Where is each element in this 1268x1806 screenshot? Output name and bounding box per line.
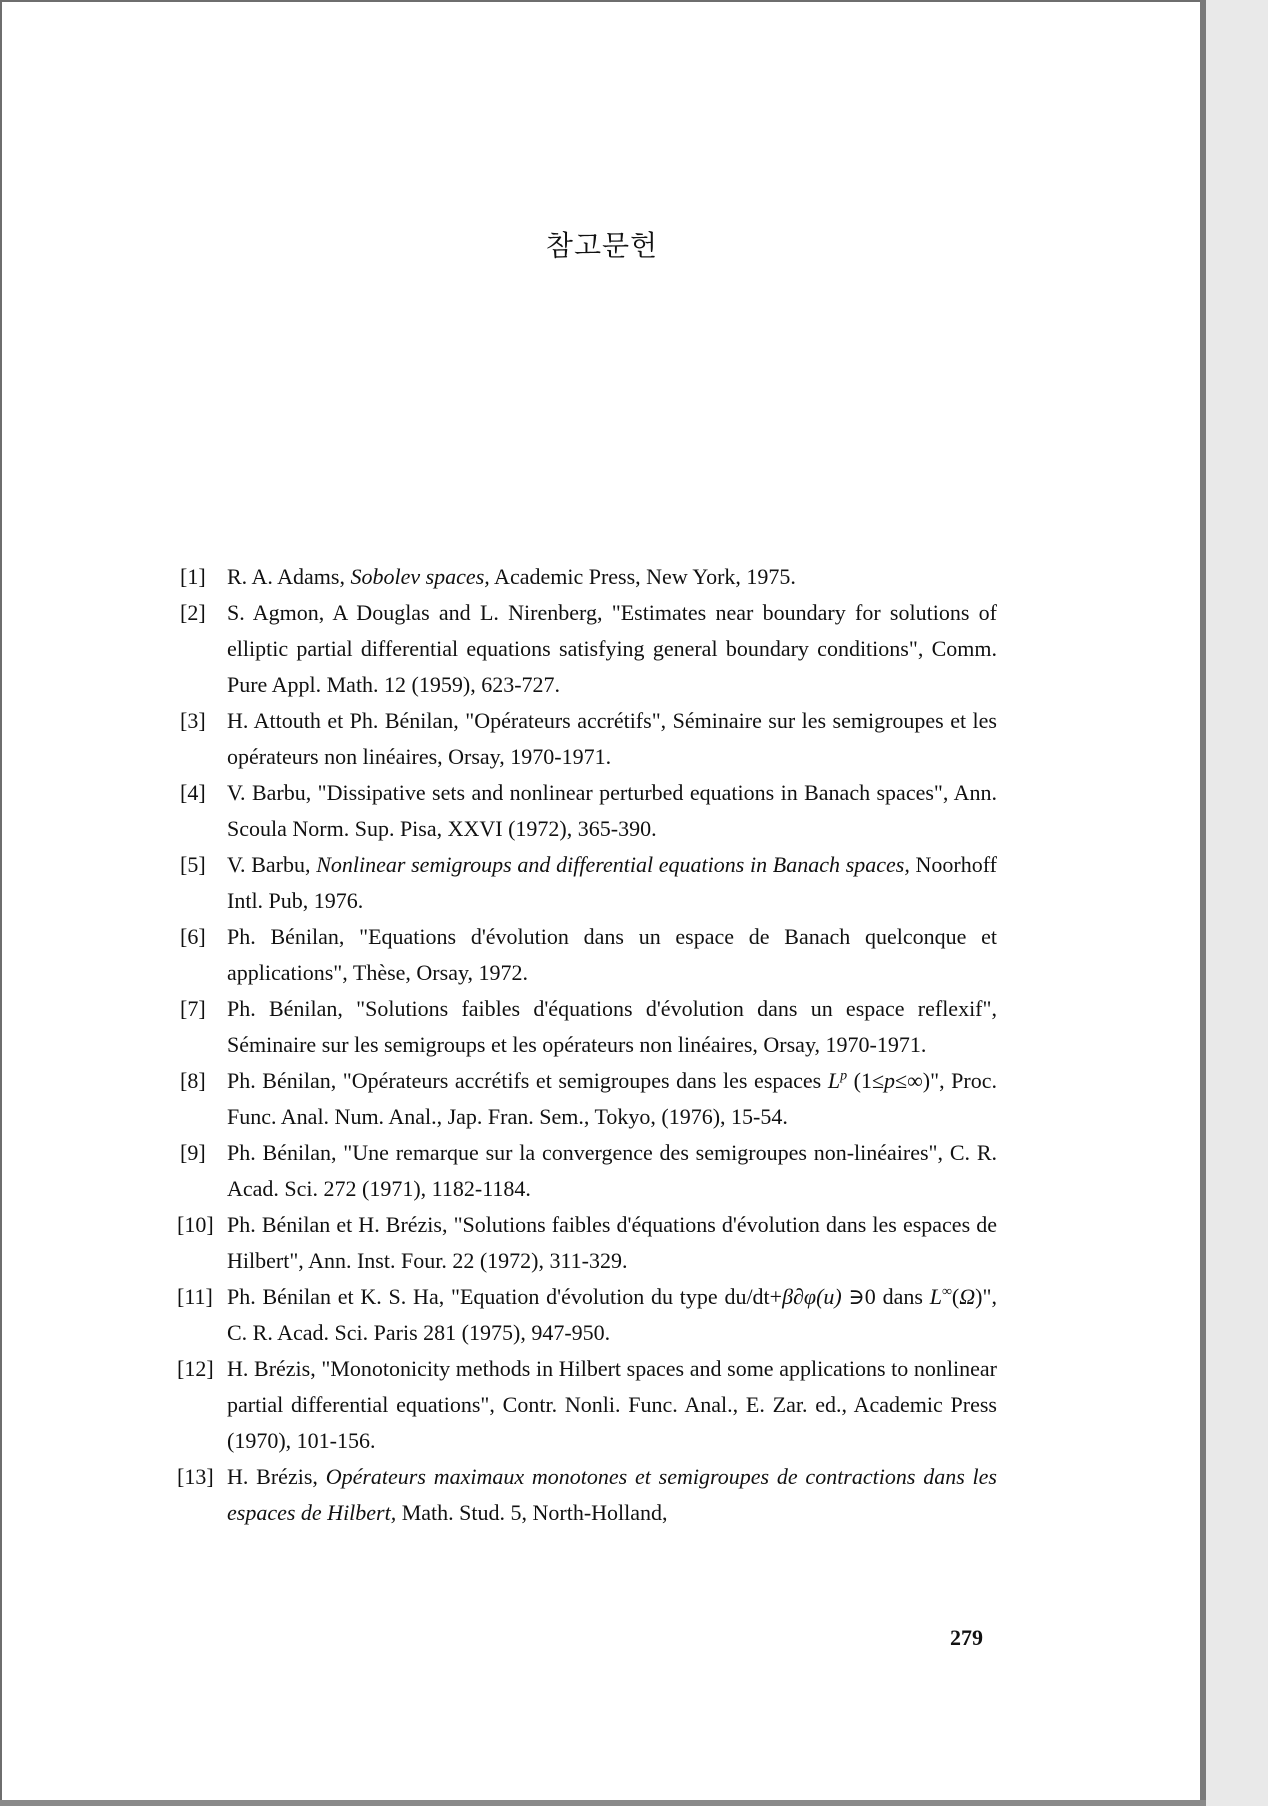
- reference-text: )", C. R. Acad. Sci. Paris 281 (1975), 947-950.: [227, 1284, 997, 1345]
- reference-number: [12]: [177, 1356, 214, 1381]
- reference-entry: [2, 1135, 997, 1207]
- reference-entry: [2, 1207, 997, 1279]
- reference-entry: [2, 1063, 997, 1135]
- reference-entry: [2, 1351, 997, 1459]
- reference-text-italic: Opérateurs maximaux monotones et semigroupes de contractions dans les espaces de Hilbert,: [227, 1464, 997, 1525]
- reference-text: Ph. Bénilan et H. Brézis, "Solutions faibles d'équations d'évolution dans les espaces de Hilbert", Ann. Inst. Four. 22 (1972), 311-329.: [227, 1212, 997, 1273]
- reference-entry: [2, 703, 997, 775]
- reference-text: Math. Stud. 5, North-Holland,: [396, 1500, 668, 1525]
- page-number: 279: [950, 1625, 983, 1650]
- reference-number: [1]: [180, 564, 206, 589]
- reference-number: [2]: [180, 600, 206, 625]
- page-bottom-shadow: [0, 1800, 1206, 1806]
- reference-entry: [2, 1459, 997, 1531]
- reference-text: Ph. Bénilan, "Une remarque sur la convergence des semigroupes non-linéaires", C. R. Acad. Sci. 272 (1971), 1182-1184.: [227, 1140, 997, 1201]
- reference-text: H. Brézis,: [227, 1464, 326, 1489]
- reference-entry: [2, 1279, 997, 1351]
- reference-text: S. Agmon, A Douglas and L. Nirenberg, "Estimates near boundary for solutions of elliptic partial differential equations satisfying general boundary conditions", Comm. Pure Appl. Math. 12 (1959), 623-727.: [227, 600, 997, 697]
- reference-number: [11]: [177, 1284, 213, 1309]
- reference-number: [10]: [177, 1212, 214, 1237]
- reference-text-italic: L: [929, 1284, 942, 1309]
- reference-entry: [2, 919, 997, 991]
- reference-number: [8]: [180, 1068, 206, 1093]
- reference-text: V. Barbu, "Dissipative sets and nonlinear perturbed equations in Banach spaces", Ann. Scoula Norm. Sup. Pisa, XXVI (1972), 365-390.: [227, 780, 997, 841]
- reference-text: V. Barbu,: [227, 852, 317, 877]
- reference-text-italic: Sobolev spaces,: [350, 564, 490, 589]
- reference-entry: [2, 991, 997, 1063]
- reference-text: ∋0 dans: [841, 1284, 930, 1309]
- reference-text-italic: p: [840, 1068, 848, 1084]
- reference-entry: [2, 847, 997, 919]
- viewer-gutter: [1206, 0, 1268, 1806]
- reference-text-italic: Nonlinear semigroups and differential equations in Banach spaces,: [316, 852, 910, 877]
- reference-text: Ph. Bénilan et K. S. Ha, "Equation d'évolution du type du/dt+: [227, 1284, 783, 1309]
- reference-number: [7]: [180, 996, 206, 1021]
- reference-text: Ph. Bénilan, "Opérateurs accrétifs et semigroupes dans les espaces: [227, 1068, 828, 1093]
- reference-text: (1≤: [847, 1068, 885, 1093]
- reference-number: [6]: [180, 924, 206, 949]
- reference-text: H. Attouth et Ph. Bénilan, "Opérateurs accrétifs", Séminaire sur les semigroupes et les opérateurs non linéaires, Orsay, 1970-1971.: [227, 708, 997, 769]
- page-title: 참고문헌: [545, 229, 659, 262]
- reference-number: [4]: [180, 780, 206, 805]
- reference-number: [13]: [177, 1464, 214, 1489]
- reference-list: [2, 559, 1202, 1531]
- reference-text: H. Brézis, "Monotonicity methods in Hilbert spaces and some applications to nonlinear partial differential equations", Contr. Nonli. Func. Anal., E. Zar. ed., Academic Press (1970), 101-156.: [227, 1356, 997, 1453]
- reference-text-italic: L: [827, 1068, 841, 1093]
- reference-text: Ph. Bénilan, "Solutions faibles d'équations d'évolution dans un espace reflexif", Séminaire sur les semigroups et les opérateurs non linéaires, Orsay, 1970-1971.: [227, 996, 997, 1057]
- reference-entry: [2, 775, 997, 847]
- reference-text: R. A. Adams,: [227, 564, 351, 589]
- reference-text-italic: p: [884, 1068, 896, 1093]
- reference-number: [3]: [180, 708, 206, 733]
- reference-text: Noorhoff Intl. Pub, 1976.: [227, 852, 997, 913]
- reference-entry: [2, 559, 997, 595]
- reference-entry: [2, 595, 997, 703]
- reference-number: [9]: [180, 1140, 206, 1165]
- reference-text: ∞: [941, 1284, 952, 1300]
- reference-text: ≤∞)", Proc. Func. Anal. Num. Anal., Jap. Fran. Sem., Tokyo, (1976), 15-54.: [227, 1068, 998, 1129]
- reference-number: [5]: [180, 852, 206, 877]
- reference-text-italic: β∂φ(u): [782, 1284, 842, 1309]
- reference-text: Academic Press, New York, 1975.: [489, 564, 796, 589]
- reference-text: (: [951, 1284, 960, 1309]
- reference-text: Ph. Bénilan, "Equations d'évolution dans un espace de Banach quelconque et applications", Thèse, Orsay, 1972.: [227, 924, 997, 985]
- reference-text-italic: Ω: [959, 1284, 976, 1309]
